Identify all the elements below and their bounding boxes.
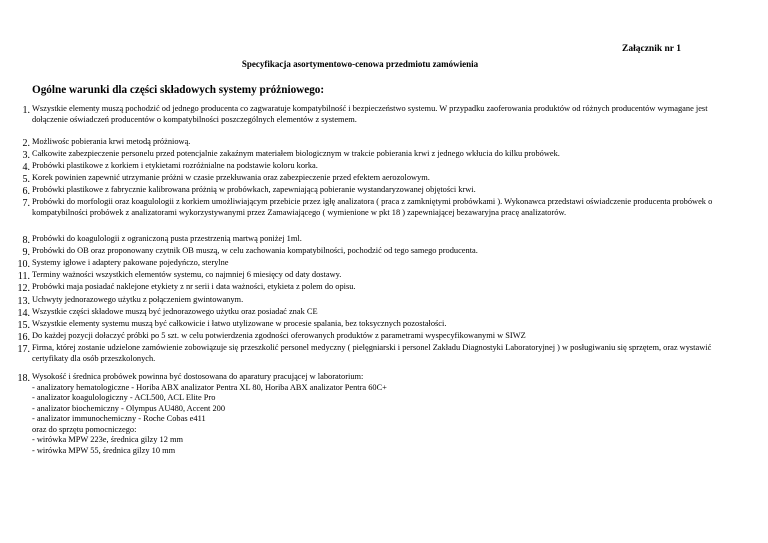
item-number: 18.: [17, 373, 30, 384]
item-text: Uchwyty jednorazowego użytku z połączeniem gwintowanym.: [32, 295, 244, 304]
item-intro: Wysokość i średnica probówek powinna być dostosowana do aparatury pracującej w laboratorium:: [32, 372, 364, 381]
item-text: Wszystkie części składowe muszą być jednorazowego użytku oraz posiadać znak CE: [32, 307, 318, 316]
item-number: 5.: [22, 174, 30, 185]
item-number: 15.: [17, 320, 30, 331]
item-text: Probówki plastikowe z korkiem i etykietami rozróżnialne na podstawie koloru korka.: [32, 161, 318, 170]
item-text: Do każdej pozycji dołaczyć próbki po 5 szt. w celu potwierdzenia zgodności oferowanych produktów z parametrami wyspecyfikowanymi w SIWZ: [32, 331, 526, 340]
item-number: 6.: [22, 186, 30, 197]
item-text: Wszystkie elementy muszą pochodzić od jednego producenta co zagwaratuje kompatybilność i bezpieczeństwo systemu. W przypadku zaoferowania produktów od różnych producentów wymagane jest dołączenie oświadczeń producentów o kompatybilności poszczególnych elementów z systemem.: [32, 104, 708, 124]
item-number: 10.: [17, 259, 30, 270]
item-number: 17.: [17, 344, 30, 355]
item-text: Korek powinien zapewnić utrzymanie próżni w czasie przekłuwania oraz zabezpieczenie przed efektem aerozolowym.: [32, 173, 430, 182]
item-number: 7.: [22, 198, 30, 209]
item-number: 4.: [22, 162, 30, 173]
analyzer-line: - analizator immunochemiczny - Roche Cobas e411: [32, 414, 206, 423]
item-number: 12.: [17, 283, 30, 294]
item-number: 2.: [22, 138, 30, 149]
item-text: Możliwośc pobierania krwi metodą próżniową.: [32, 137, 191, 146]
analyzer-line: - analizator koagulologiczny - ACL500, ACL Elite Pro: [32, 393, 216, 402]
item-text: Probówki do koagulologii z ograniczoną pusta przestrzenią martwą poniżej 1ml.: [32, 234, 302, 243]
item-number: 13.: [17, 296, 30, 307]
item-text: Probówki maja posiadać naklejone etykiety z nr serii i data ważności, etykieta z polem do opisu.: [32, 282, 356, 291]
item-number: 8.: [22, 235, 30, 246]
item-text: Probówki plastikowe z fabrycznie kalibrowana próżnią w probówkach, zapewniającą pobieranie wystandaryzowanej objętości krwi.: [32, 185, 476, 194]
analyzer-line: - analizatory hematologiczne - Horiba ABX analizator Pentra XL 80, Horiba ABX analizator Pentra 60C+: [32, 382, 387, 392]
item-number: 14.: [17, 308, 30, 319]
item-text: [32, 372, 738, 456]
centrifuge-line: - wirówka MPW 55, średnica gilzy 10 mm: [32, 445, 176, 455]
item-number: 9.: [22, 247, 30, 258]
item-text: Systemy igłowe i adaptery pakowane pojedyńczo, sterylne: [32, 258, 229, 267]
section-heading: Ogólne warunki dla części składowych systemy próżniowego:: [32, 84, 325, 96]
item-text: Firma, której zostanie udzielone zamówienie zobowiązuje się przeszkolić personel medyczny ( pielęgniarski i personel Zakładu Diagnostyki Laboratoryjnej ) w posługiwaniu się sprzętem, oraz wystawić certyfikaty dla osób przeszkolonych.: [32, 343, 712, 363]
centrifuge-line: - wirówka MPW 223e, średnica gilzy 12 mm: [32, 435, 184, 444]
item-text: Całkowite zabezpieczenie personelu przed potencjalnie zakaźnym materiałem biologicznym w trakcie pobierania krwi z jednego wkłucia do kilku probówek.: [32, 149, 560, 158]
item-text: Terminy ważności wszystkich elementów systemu, co najmniej 6 miesięcy od daty dostawy.: [32, 270, 342, 279]
item-text: Probówki do OB oraz proponowany czytnik OB muszą, w celu zachowania kompatybilności, pochodzić od tego samego producenta.: [32, 246, 478, 255]
attachment-label: Załącznik nr 1: [622, 44, 681, 54]
auxiliary-heading: oraz do sprzętu pomocniczego:: [32, 424, 137, 434]
item-text: Wszystkie elementy systemu muszą być całkowicie i łatwo utylizowane w procesie spalania, bez toksycznych pozostałości.: [32, 319, 447, 328]
item-number: 1.: [22, 105, 30, 116]
item-number: 16.: [17, 332, 30, 343]
item-number: 11.: [17, 271, 30, 282]
document-title: Specyfikacja asortymentowo-cenowa przedmiotu zamówienia: [241, 59, 479, 69]
item-text: Probówki do morfologii oraz koagulologii z korkiem umożliwiającym przebicie przez igłę analizatora ( praca z zamkniętymi probówkami ). Wykonawca przedstawi oświadczenie producenta probówek o kompatybilności probówek z analizatorami wykorzystywanymi przez Zamawiającego ( wymienione w pkt 18 ) zapewniającej bezawaryjna pracę analizatorów.: [32, 197, 713, 217]
item-number: 3.: [22, 150, 30, 161]
analyzer-line: - analizator biochemiczny - Olympus AU480, Accent 200: [32, 403, 226, 413]
